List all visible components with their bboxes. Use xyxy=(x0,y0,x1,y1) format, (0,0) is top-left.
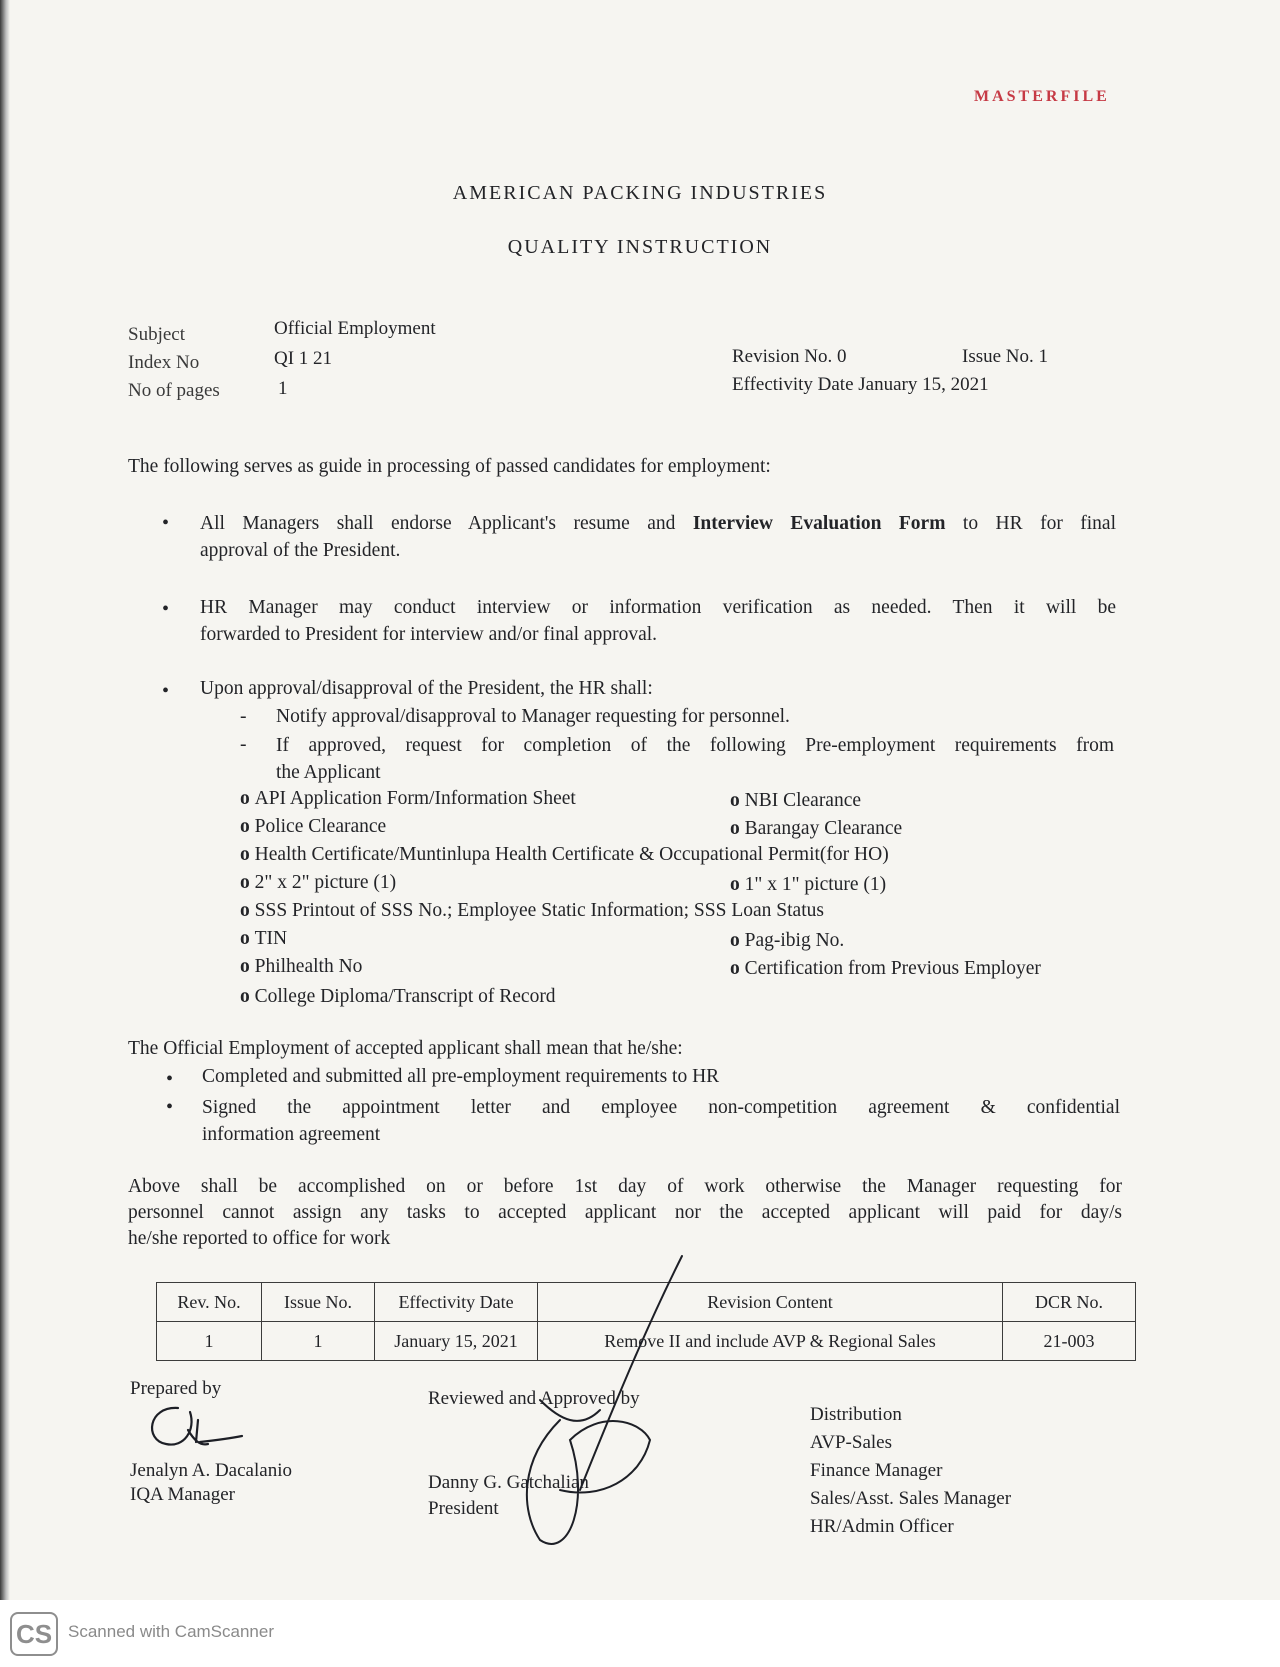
president-signature xyxy=(500,1260,680,1560)
subject-label: Subject xyxy=(128,324,185,345)
revision-no: Revision No. 0 xyxy=(732,346,847,367)
prepared-by-label: Prepared by xyxy=(130,1378,222,1399)
camscanner-footer xyxy=(0,1600,1280,1667)
col-issue-no: Issue No. xyxy=(262,1283,375,1322)
bullet-dot: • xyxy=(162,512,170,534)
dash-mark: - xyxy=(240,706,247,727)
req-application-form: o API Application Form/Information Sheet xyxy=(240,788,576,810)
bullet-dot: • xyxy=(162,598,170,620)
req-barangay-clearance: o Barangay Clearance xyxy=(730,818,902,840)
req-college-diploma: o College Diploma/Transcript of Record xyxy=(240,986,556,1008)
pages-value: 1 xyxy=(278,378,288,399)
official-completed: Completed and submitted all pre-employment requirements to HR xyxy=(202,1066,720,1087)
col-rev-no: Rev. No. xyxy=(157,1283,262,1322)
cell-rev-no: 1 xyxy=(157,1322,262,1361)
req-pag-ibig: o Pag-ibig No. xyxy=(730,930,844,952)
distribution-item: AVP-Sales xyxy=(810,1432,892,1453)
req-2x2-picture: o 2" x 2" picture (1) xyxy=(240,872,396,894)
col-revision-content: Revision Content xyxy=(538,1283,1003,1322)
cell-revision-content: Remove II and include AVP & Regional Sales xyxy=(538,1322,1003,1361)
dash-mark: - xyxy=(240,734,247,755)
pages-label: No of pages xyxy=(128,380,220,401)
bullet-dot: • xyxy=(166,1068,174,1090)
req-health-certificate: o Health Certificate/Muntinlupa Health Certificate & Occupational Permit(for HO) xyxy=(240,844,889,866)
req-previous-employer-cert: o Certification from Previous Employer xyxy=(730,958,1041,980)
dash-request-completion: If approved, request for completion of the following Pre-employment requirements from the Applicant xyxy=(276,735,1114,783)
closing-paragraph: Above shall be accomplished on or before 1st day of work otherwise the Manager requesting for personnel cannot assign any tasks to accepted applicant nor the accepted applicant will paid for day/s he/she reported to office for work xyxy=(128,1176,1122,1249)
bullet-dot: • xyxy=(166,1096,174,1118)
effectivity-date: Effectivity Date January 15, 2021 xyxy=(732,374,989,395)
subject-value: Official Employment xyxy=(274,318,436,339)
masterfile-stamp: MASTERFILE xyxy=(974,88,1110,105)
cell-issue-no: 1 xyxy=(262,1322,375,1361)
distribution-item: Sales/Asst. Sales Manager xyxy=(810,1488,1012,1509)
col-effectivity-date: Effectivity Date xyxy=(375,1283,538,1322)
distribution-item: Finance Manager xyxy=(810,1460,943,1481)
issue-no: Issue No. 1 xyxy=(962,346,1049,367)
cell-dcr-no: 21-003 xyxy=(1003,1322,1136,1361)
distribution-label: Distribution xyxy=(810,1404,902,1425)
reviewed-by-label: Reviewed and Approved by xyxy=(428,1388,640,1409)
index-value: QI 1 21 xyxy=(274,348,333,369)
camscanner-logo: CS xyxy=(10,1612,58,1656)
req-police-clearance: o Police Clearance xyxy=(240,816,386,838)
company-name: AMERICAN PACKING INDUSTRIES xyxy=(452,182,828,204)
dash-notify: Notify approval/disapproval to Manager requesting for personnel. xyxy=(276,706,790,727)
document-type: QUALITY INSTRUCTION xyxy=(507,236,773,258)
cell-effectivity-date: January 15, 2021 xyxy=(375,1322,538,1361)
camscanner-text: Scanned with CamScanner xyxy=(68,1622,275,1641)
col-dcr-no: DCR No. xyxy=(1003,1283,1136,1322)
bullet-upon-approval: Upon approval/disapproval of the President, the HR shall: xyxy=(200,678,653,699)
req-nbi-clearance: o NBI Clearance xyxy=(730,790,861,812)
req-1x1-picture: o 1" x 1" picture (1) xyxy=(730,874,886,896)
bullet-hr-verification: HR Manager may conduct interview or information verification as needed. Then it will be forwarded to President for interview and/or final approval. xyxy=(200,597,1116,645)
req-philhealth: o Philhealth No xyxy=(240,956,362,978)
prepared-by-name: Jenalyn A. Dacalanio xyxy=(130,1460,292,1481)
reviewed-by-title: President xyxy=(428,1498,499,1519)
official-employment-lead: The Official Employment of accepted applicant shall mean that he/she: xyxy=(128,1038,683,1059)
bullet-dot: • xyxy=(162,680,170,702)
reviewed-by-name: Danny G. Gatchalian xyxy=(428,1472,589,1493)
distribution-item: HR/Admin Officer xyxy=(810,1516,954,1537)
bullet-endorse: All Managers shall endorse Applicant's resume and Interview Evaluation Form to HR for final approval of the President. xyxy=(200,513,1117,561)
official-signed: Signed the appointment letter and employee non-competition agreement & confidential information agreement xyxy=(202,1097,1120,1145)
prepared-signature xyxy=(138,1400,248,1460)
req-sss-printout: o SSS Printout of SSS No.; Employee Static Information; SSS Loan Status xyxy=(240,900,824,922)
prepared-by-title: IQA Manager xyxy=(130,1484,235,1505)
intro-text: The following serves as guide in processing of passed candidates for employment: xyxy=(128,456,771,477)
index-label: Index No xyxy=(128,352,200,373)
req-tin: o TIN xyxy=(240,928,287,950)
